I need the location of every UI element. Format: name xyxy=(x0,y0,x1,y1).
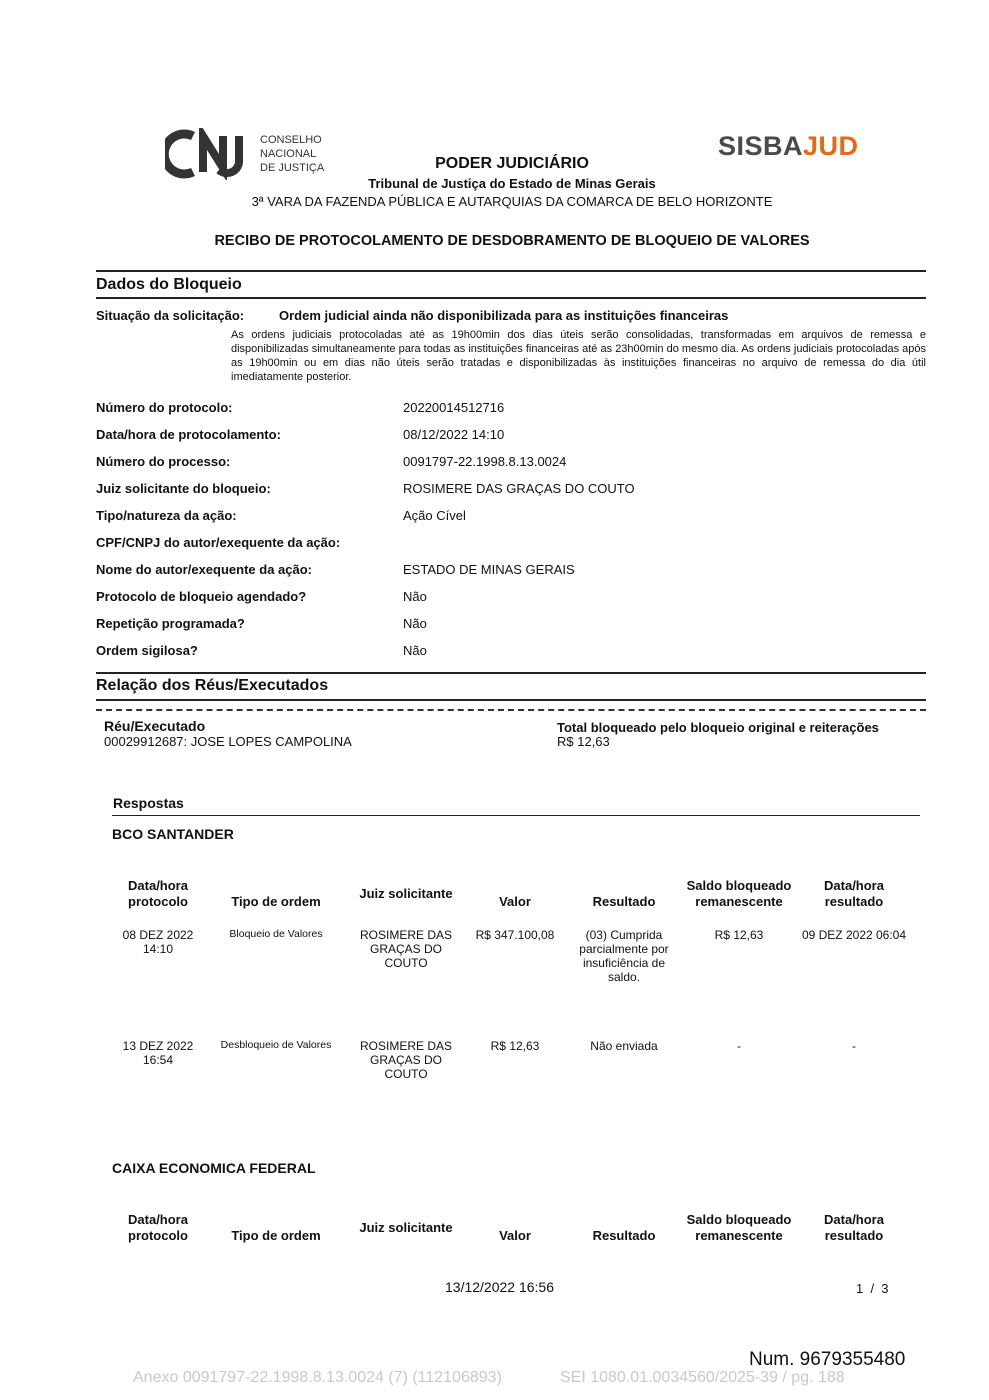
field-label: Número do protocolo: xyxy=(96,400,233,415)
tribunal-heading: Tribunal de Justiça do Estado de Minas Gerais xyxy=(368,176,656,191)
cell-line: 08 DEZ 2022 xyxy=(122,928,194,942)
column-header-valor: Valor xyxy=(499,894,531,909)
cell-line: parcialmente por xyxy=(579,942,669,956)
cnj-text-line: NACIONAL xyxy=(260,148,317,160)
column-header-line: resultado xyxy=(824,1228,884,1243)
column-header-protocolo xyxy=(112,1212,204,1244)
respostas-rule xyxy=(112,815,920,816)
recibo-title: RECIBO DE PROTOCOLAMENTO DE DESDOBRAMENTO DE BLOQUEIO DE VALORES xyxy=(214,233,810,249)
cell-juiz xyxy=(348,1039,464,1081)
column-header-juiz: Juiz solicitante xyxy=(359,1220,453,1235)
annex-watermark: Anexo 0091797-22.1998.8.13.0024 (7) (112106893) xyxy=(133,1369,502,1386)
section-rule xyxy=(96,297,926,299)
field-value: ROSIMERE DAS GRAÇAS DO COUTO xyxy=(403,481,635,496)
cell-protocolo xyxy=(112,928,204,956)
field-value: 08/12/2022 14:10 xyxy=(403,427,505,442)
column-header-data-resultado xyxy=(804,878,904,910)
column-header-line: Saldo bloqueado xyxy=(686,878,792,893)
cell-line: ROSIMERE DAS xyxy=(359,1039,452,1053)
field-label: Ordem sigilosa? xyxy=(96,643,198,658)
cell-juiz xyxy=(348,928,464,970)
total-value: R$ 12,63 xyxy=(557,734,610,749)
footer-date: 13/12/2022 16:56 xyxy=(445,1279,554,1295)
cell-line: ROSIMERE DAS xyxy=(359,928,452,942)
cell-line: COUTO xyxy=(384,956,428,970)
dados-section-title: Dados do Bloqueio xyxy=(96,276,242,293)
column-header-data-resultado xyxy=(804,1212,904,1244)
reus-section-title: Relação dos Réus/Executados xyxy=(96,677,329,694)
field-label: Tipo/natureza da ação: xyxy=(96,508,237,523)
cell-resultado xyxy=(572,928,676,984)
column-header-protocolo xyxy=(112,878,204,910)
cell-protocolo xyxy=(112,1039,204,1067)
document-number: Num. 9679355480 xyxy=(749,1349,906,1370)
cell-valor: R$ 347.100,08 xyxy=(475,928,555,942)
sisbajud-logo-part2: JUD xyxy=(803,131,859,161)
cell-tipo: Bloqueio de Valores xyxy=(229,928,323,940)
reu-header: Réu/Executado xyxy=(104,718,206,734)
field-value: Ação Cível xyxy=(403,508,466,523)
section-rule xyxy=(96,672,926,674)
field-label: Nome do autor/exequente da ação: xyxy=(96,562,312,577)
page-number: 1 / 3 xyxy=(856,1281,889,1296)
column-header-resultado: Resultado xyxy=(592,1228,656,1243)
cell-line: 13 DEZ 2022 xyxy=(122,1039,194,1053)
cell-line: COUTO xyxy=(384,1067,428,1081)
cell-data-resultado: 09 DEZ 2022 06:04 xyxy=(801,928,907,942)
column-header-line: remanescente xyxy=(695,1228,783,1243)
column-header-valor: Valor xyxy=(499,1228,531,1243)
cnj-text-line: DE JUSTIÇA xyxy=(260,162,325,174)
cell-resultado: Não enviada xyxy=(590,1039,658,1053)
column-header-juiz: Juiz solicitante xyxy=(359,886,453,901)
reu-value: 00029912687: JOSE LOPES CAMPOLINA xyxy=(104,734,352,749)
column-header-line: Data/hora xyxy=(128,878,188,893)
field-value: Não xyxy=(403,643,427,658)
field-value: Não xyxy=(403,616,427,631)
respostas-title: Respostas xyxy=(113,795,184,811)
field-label: Data/hora de protocolamento: xyxy=(96,427,281,442)
cell-line: insuficiência de xyxy=(582,956,666,970)
column-header-line: protocolo xyxy=(128,1228,188,1243)
sisbajud-logo-part1: SISBA xyxy=(718,131,804,161)
dashed-divider xyxy=(96,709,926,711)
column-header-tipo: Tipo de ordem xyxy=(231,894,321,909)
column-header-line: remanescente xyxy=(695,894,783,909)
field-value: 20220014512716 xyxy=(403,400,505,415)
section-rule xyxy=(96,270,926,272)
situacao-note: As ordens judiciais protocoladas até as 19h00min dos dias úteis serão consolidadas, transformadas em arquivos de remessa e disponibilizadas simultaneamente para todas as instituições financeiras até as 23h00min do mesmo dia. As ordens judiciais protocoladas após as 19h00min ou em dias não úteis serão tratadas e disponibilizadas às instituições financeiras no arquivo de remessa do dia útil imediatamente posterior. xyxy=(231,329,926,383)
cell-line: GRAÇAS DO xyxy=(369,942,442,956)
situacao-label: Situação da solicitação: xyxy=(96,308,245,323)
column-header-saldo xyxy=(680,878,798,910)
cell-saldo: R$ 12,63 xyxy=(714,928,764,942)
cell-line: (03) Cumprida xyxy=(585,928,663,942)
column-header-line: Data/hora xyxy=(824,1212,884,1227)
field-label: Repetição programada? xyxy=(96,616,245,631)
column-header-line: Data/hora xyxy=(128,1212,188,1227)
poder-judiciario-heading: PODER JUDICIÁRIO xyxy=(435,155,589,172)
cell-tipo: Desbloqueio de Valores xyxy=(220,1039,332,1051)
field-label: Protocolo de bloqueio agendado? xyxy=(96,589,307,604)
field-value: Não xyxy=(403,589,427,604)
column-header-line: Saldo bloqueado xyxy=(686,1212,792,1227)
cell-line: saldo. xyxy=(607,970,641,984)
situacao-value: Ordem judicial ainda não disponibilizada para as instituições financeiras xyxy=(279,308,729,323)
total-header: Total bloqueado pelo bloqueio original e reiterações xyxy=(557,720,879,735)
cell-line: GRAÇAS DO xyxy=(369,1053,442,1067)
cell-line: 14:10 xyxy=(142,942,174,956)
field-label: CPF/CNPJ do autor/exequente da ação: xyxy=(96,535,341,550)
column-header-resultado: Resultado xyxy=(592,894,656,909)
field-label: Número do processo: xyxy=(96,454,231,469)
cnj-text-line: CONSELHO xyxy=(260,134,322,146)
cell-valor: R$ 12,63 xyxy=(490,1039,540,1053)
field-label: Juiz solicitante do bloqueio: xyxy=(96,481,271,496)
section-rule xyxy=(96,699,926,701)
column-header-line: protocolo xyxy=(128,894,188,909)
column-header-line: resultado xyxy=(824,894,884,909)
column-header-tipo: Tipo de ordem xyxy=(231,1228,321,1243)
column-header-saldo xyxy=(680,1212,798,1244)
cell-data-resultado: - xyxy=(852,1039,856,1053)
sei-watermark: SEI 1080.01.0034560/2025-39 / pg. 188 xyxy=(560,1369,845,1386)
vara-heading: 3ª VARA DA FAZENDA PÚBLICA E AUTARQUIAS DA COMARCA DE BELO HORIZONTE xyxy=(251,194,773,209)
column-header-line: Data/hora xyxy=(824,878,884,893)
bank-name: CAIXA ECONOMICA FEDERAL xyxy=(112,1160,316,1176)
cell-line: 16:54 xyxy=(142,1053,174,1067)
field-value: 0091797-22.1998.8.13.0024 xyxy=(403,454,567,469)
bank-name: BCO SANTANDER xyxy=(112,826,234,842)
field-value: ESTADO DE MINAS GERAIS xyxy=(403,562,575,577)
cell-saldo: - xyxy=(737,1039,741,1053)
